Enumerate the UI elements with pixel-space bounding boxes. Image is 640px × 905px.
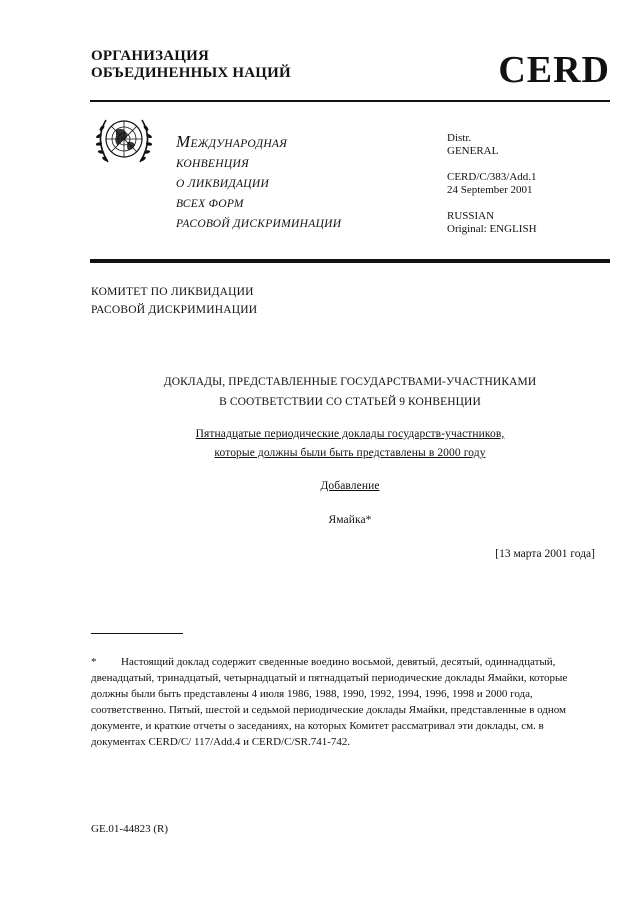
document-subtitle bbox=[90, 425, 610, 463]
document-symbol: CERD bbox=[498, 49, 610, 91]
document-number: CERD/C/383/Add.1 bbox=[447, 171, 537, 183]
subtitle-line-2: которые должны были быть представлены в 2000 году bbox=[214, 447, 486, 459]
footnote-marker: * bbox=[91, 656, 97, 668]
org-line-2: ОБЪЕДИНЕННЫХ НАЦИЙ bbox=[91, 65, 291, 81]
org-line-1: ОРГАНИЗАЦИЯ bbox=[91, 48, 210, 64]
convention-line-5: РАСОВОЙ ДИСКРИМИНАЦИИ bbox=[176, 218, 342, 230]
convention-initial: М bbox=[176, 132, 191, 151]
distr-general: GENERAL bbox=[447, 145, 499, 157]
committee-name bbox=[91, 283, 257, 319]
footnote bbox=[91, 654, 597, 750]
un-emblem-icon bbox=[92, 112, 156, 168]
addendum-label: Добавление bbox=[320, 480, 380, 492]
subtitle-line-1: Пятнадцатые периодические доклады государств-участников, bbox=[195, 428, 505, 440]
committee-line-1: КОМИТЕТ ПО ЛИКВИДАЦИИ bbox=[91, 286, 254, 298]
country-name: Ямайка* bbox=[328, 514, 372, 526]
original-language: Original: ENGLISH bbox=[447, 223, 537, 235]
committee-line-2: РАСОВОЙ ДИСКРИМИНАЦИИ bbox=[91, 304, 258, 316]
footnote-text: Настоящий доклад содержит сведенные воедино восьмой, девятый, десятый, одиннадцатый, двенадцатый, тринадцатый, четырнадцатый и пятнадцатый периодические доклады Ямайки, которые должны были быть представлены 4 июля 1986, 1988, 1990, 1992, 1994, 1996, 1998 и 2000 года, соответственно. Пятый, шестой и седьмой периодические доклады Ямайки, представленные в одном документе, и краткие отчеты о заседаниях, на которых Комитет рассматривал эти доклады, см. в документах CERD/C/ 117/Add.4 и CERD/C/SR.741-742. bbox=[91, 656, 568, 748]
document-date: 24 September 2001 bbox=[447, 184, 533, 196]
document-title bbox=[90, 372, 610, 412]
convention-line-3: О ЛИКВИДАЦИИ bbox=[176, 178, 270, 190]
report-date: [13 марта 2001 года] bbox=[495, 548, 595, 560]
document-language: RUSSIAN bbox=[447, 210, 495, 222]
distribution-block bbox=[447, 132, 537, 236]
convention-line-1-rest: ЕЖДУНАРОДНАЯ bbox=[190, 138, 288, 150]
distr-label: Distr. bbox=[447, 132, 472, 144]
organization-name bbox=[91, 48, 291, 82]
convention-line-1 bbox=[176, 132, 341, 154]
title-line-2: В СООТВЕТСТВИИ СО СТАТЬЕЙ 9 КОНВЕНЦИИ bbox=[219, 396, 481, 408]
convention-line-2: КОНВЕНЦИЯ bbox=[176, 158, 249, 170]
convention-line-4: ВСЕХ ФОРМ bbox=[176, 198, 244, 210]
header-rule bbox=[90, 100, 610, 102]
job-number: GE.01-44823 (R) bbox=[91, 823, 168, 835]
footnote-separator bbox=[91, 633, 183, 634]
masthead-rule bbox=[90, 259, 610, 263]
convention-title bbox=[176, 132, 341, 234]
title-line-1: ДОКЛАДЫ, ПРЕДСТАВЛЕННЫЕ ГОСУДАРСТВАМИ-УЧАСТНИКАМИ bbox=[163, 376, 537, 388]
